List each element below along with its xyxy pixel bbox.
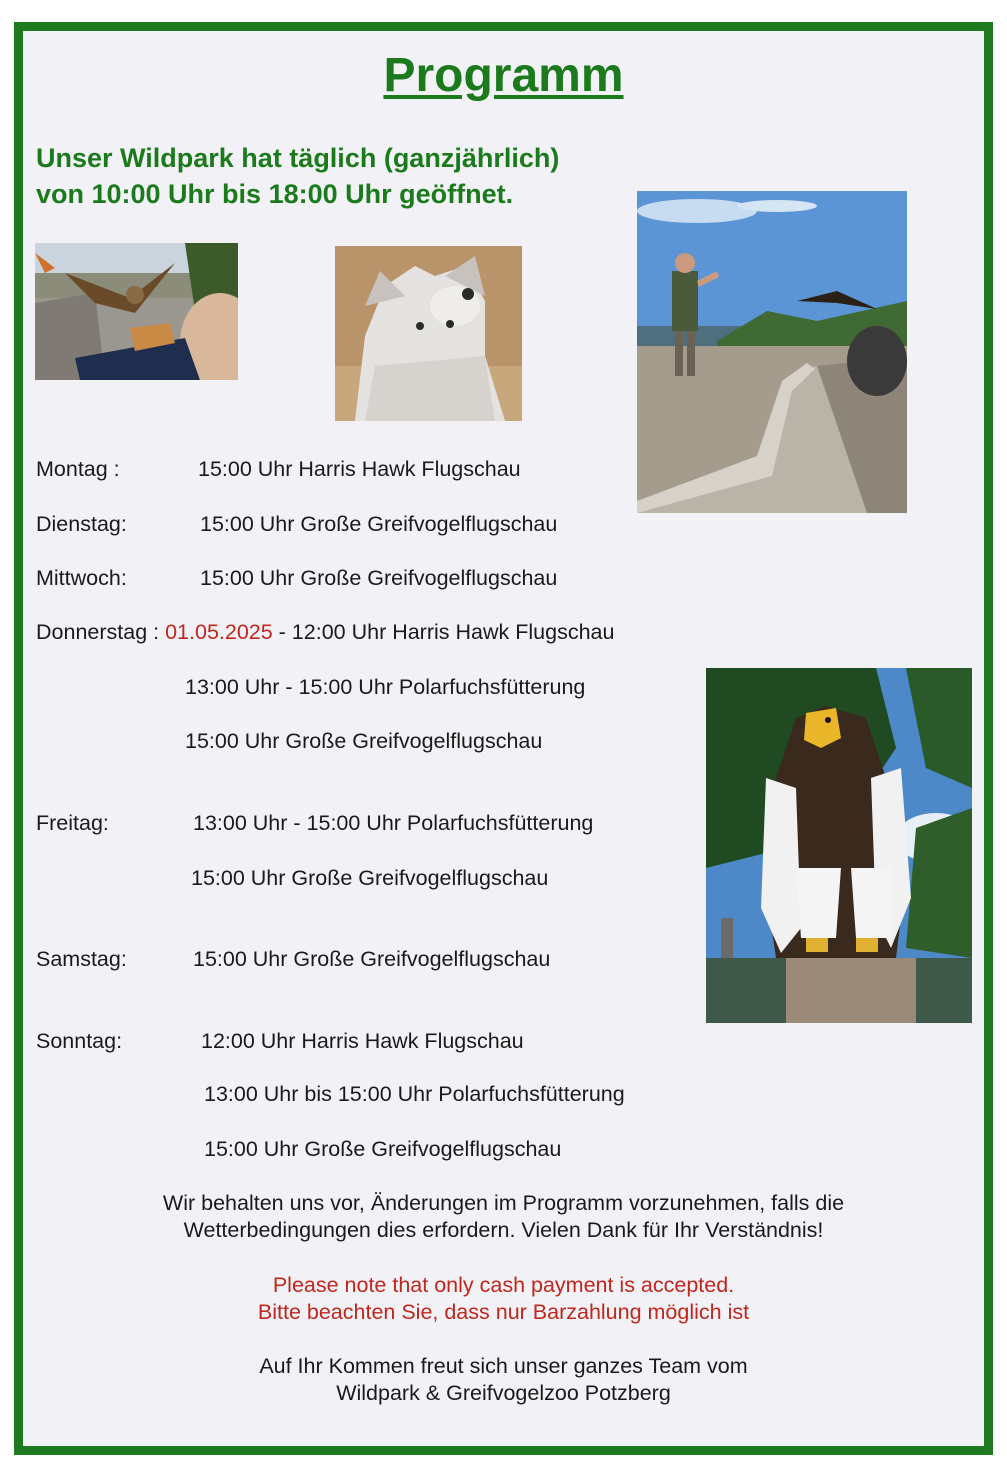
weather-notice-line1: Wir behalten uns vor, Änderungen im Programm vorzunehmen, falls die [162, 1191, 845, 1215]
payment-notice-de: Bitte beachten Sie, dass nur Barzahlung möglich ist [257, 1300, 750, 1324]
closing-message [0, 1353, 1007, 1407]
hawk-landing-photo [35, 243, 238, 380]
day-donnerstag: Donnerstag : [36, 620, 160, 644]
event-donnerstag-3: 15:00 Uhr Große Greifvogelflugschau [185, 729, 543, 753]
weather-notice-line2: Wetterbedingungen dies erfordern. Vielen Dank für Ihr Verständnis! [183, 1218, 824, 1242]
donnerstag-line [36, 620, 614, 645]
event-samstag-1: 15:00 Uhr Große Greifvogelflugschau [193, 947, 551, 971]
day-freitag: Freitag: [36, 811, 109, 835]
day-sonntag: Sonntag: [36, 1029, 123, 1053]
event-donnerstag-2: 13:00 Uhr - 15:00 Uhr Polarfuchsfütterung [185, 675, 586, 699]
day-samstag: Samstag: [36, 947, 127, 971]
event-mittwoch-1: 15:00 Uhr Große Greifvogelflugschau [200, 566, 558, 590]
weather-notice [0, 1190, 1007, 1244]
flight-show-photo [637, 191, 907, 513]
page-title: Programm [383, 49, 624, 102]
opening-hours [36, 140, 559, 212]
event-sonntag-2: 13:00 Uhr bis 15:00 Uhr Polarfuchsfütterung [204, 1082, 625, 1106]
event-dienstag-1: 15:00 Uhr Große Greifvogelflugschau [200, 512, 558, 536]
event-freitag-1: 13:00 Uhr - 15:00 Uhr Polarfuchsfütterung [193, 811, 594, 835]
closing-line1: Auf Ihr Kommen freut sich unser ganzes Team vom [259, 1354, 748, 1378]
donnerstag-date: 01.05.2025 [165, 620, 273, 644]
payment-notice-en: Please note that only cash payment is accepted. [272, 1273, 735, 1297]
day-dienstag: Dienstag: [36, 512, 127, 536]
closing-line2: Wildpark & Greifvogelzoo Potzberg [336, 1381, 671, 1405]
event-sonntag-3: 15:00 Uhr Große Greifvogelflugschau [204, 1137, 562, 1161]
event-donnerstag-1: - 12:00 Uhr Harris Hawk Flugschau [272, 620, 615, 644]
payment-notice [0, 1272, 1007, 1326]
opening-hours-line2: von 10:00 Uhr bis 18:00 Uhr geöffnet. [36, 179, 514, 209]
event-freitag-2: 15:00 Uhr Große Greifvogelflugschau [191, 866, 549, 890]
day-montag: Montag : [36, 457, 120, 481]
event-sonntag-1: 12:00 Uhr Harris Hawk Flugschau [201, 1029, 524, 1053]
sea-eagle-photo [706, 668, 972, 1023]
day-mittwoch: Mittwoch: [36, 566, 127, 590]
arctic-fox-photo [335, 246, 522, 421]
event-montag-1: 15:00 Uhr Harris Hawk Flugschau [198, 457, 521, 481]
opening-hours-line1: Unser Wildpark hat täglich (ganzjährlich) [36, 143, 560, 173]
